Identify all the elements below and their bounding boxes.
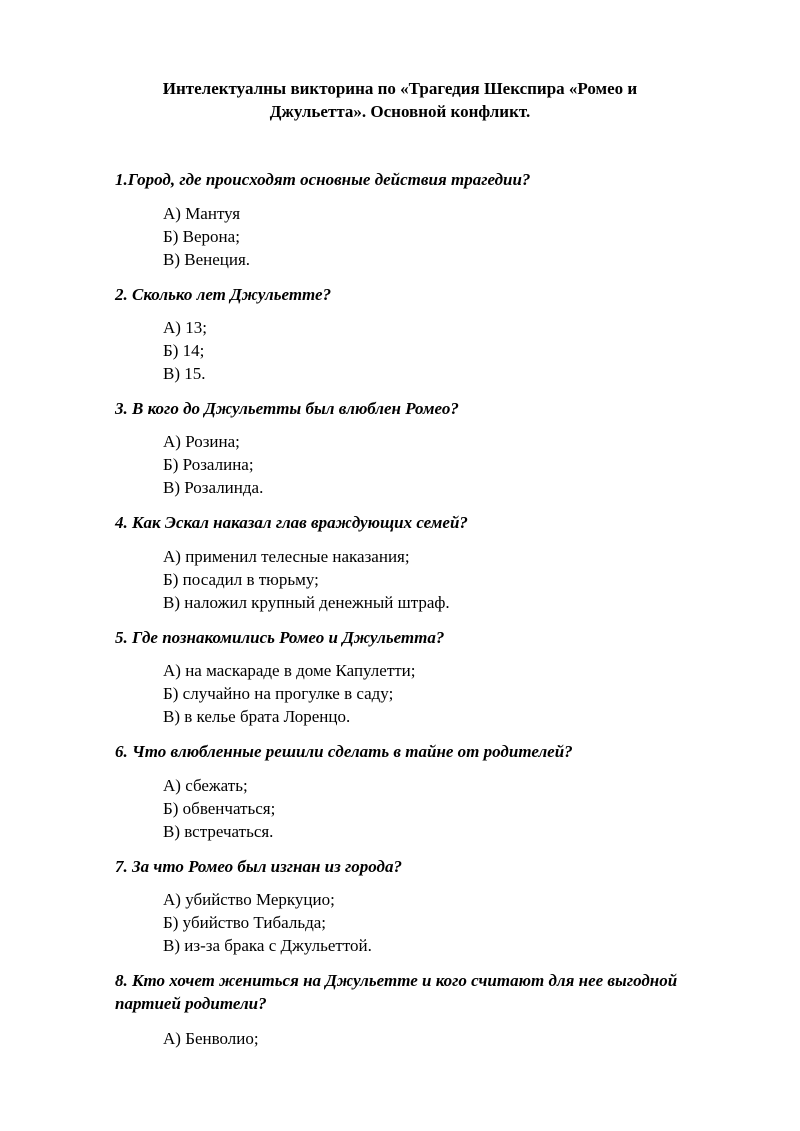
option: А) 13; [163, 318, 207, 337]
title-line-2: Джульетта». Основной конфликт. [269, 102, 531, 121]
document-title [0, 77, 800, 123]
option: Б) Верона; [163, 227, 240, 246]
question-4: 4. Как Эскал наказал глав враждующих семей? [115, 513, 468, 532]
option: В) из-за брака с Джульеттой. [163, 936, 372, 955]
option: В) Венеция. [163, 250, 251, 269]
option: А) убийство Меркуцио; [163, 890, 335, 909]
question-5: 5. Где познакомились Ромео и Джульетта? [115, 628, 445, 647]
title-line-1: Интелектуалны викторина по «Трагедия Шекспира «Ромео и [162, 79, 638, 98]
question-8-line-1: 8. Кто хочет жениться на Джульетте и кого считают для нее выгодной [115, 971, 678, 990]
question-8-line-2: партией родители? [115, 994, 267, 1013]
option: А) Розина; [163, 432, 240, 451]
option: Б) случайно на прогулке в саду; [163, 684, 394, 703]
question-3: 3. В кого до Джульетты был влюблен Ромео? [115, 399, 459, 418]
option: В) 15. [163, 364, 206, 383]
question-8 [115, 969, 755, 1015]
question-1: 1.Город, где происходят основные действия трагедии? [115, 170, 531, 189]
question-5-options [163, 659, 416, 728]
option: В) наложил крупный денежный штраф. [163, 593, 450, 612]
question-1-options [163, 202, 250, 271]
option: А) Мантуя [163, 204, 241, 223]
option: В) в келье брата Лоренцо. [163, 707, 351, 726]
question-8-options [163, 1027, 259, 1050]
question-4-options [163, 545, 450, 614]
option: Б) посадил в тюрьму; [163, 570, 319, 589]
option: А) сбежать; [163, 776, 248, 795]
option: Б) убийство Тибальда; [163, 913, 326, 932]
option: Б) обвенчаться; [163, 799, 276, 818]
question-6-options [163, 774, 275, 843]
option: А) применил телесные наказания; [163, 547, 410, 566]
question-7-options [163, 888, 372, 957]
option: А) на маскараде в доме Капулетти; [163, 661, 416, 680]
question-7: 7. За что Ромео был изгнан из города? [115, 857, 402, 876]
question-2-options [163, 316, 207, 385]
option: Б) 14; [163, 341, 205, 360]
question-2: 2. Сколько лет Джульетте? [115, 285, 332, 304]
option: А) Бенволио; [163, 1029, 259, 1048]
question-3-options [163, 430, 263, 499]
option: В) Розалинда. [163, 478, 264, 497]
option: В) встречаться. [163, 822, 274, 841]
option: Б) Розалина; [163, 455, 254, 474]
question-6: 6. Что влюбленные решили сделать в тайне от родителей? [115, 742, 573, 761]
